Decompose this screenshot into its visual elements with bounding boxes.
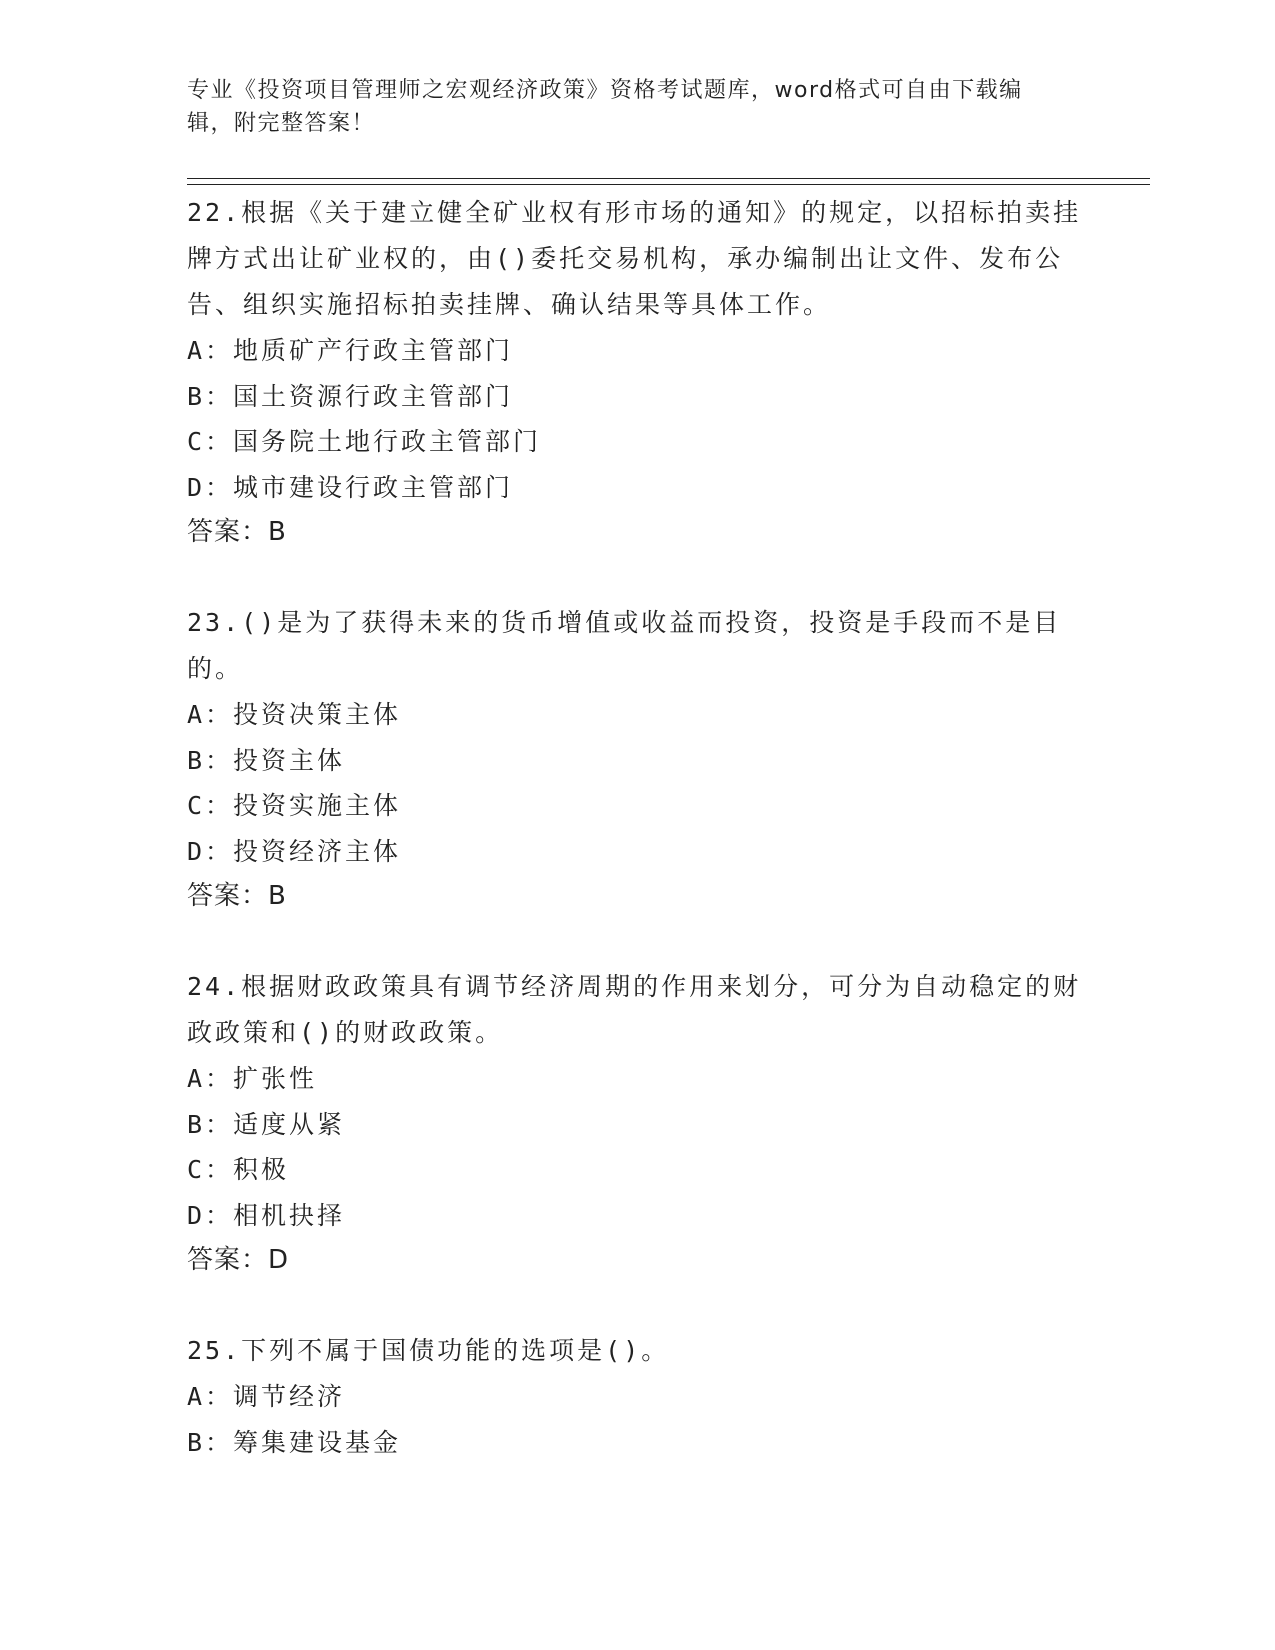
option-a: A：调节经济 — [187, 1382, 346, 1411]
answer: 答案：B — [187, 881, 287, 911]
option-c: C：投资实施主体 — [187, 791, 402, 820]
option-b: B：国土资源行政主管部门 — [187, 381, 514, 411]
answer: 答案：D — [187, 1245, 290, 1275]
option-a: A：地质矿产行政主管部门 — [187, 336, 514, 365]
option-b: B：筹集建设基金 — [187, 1427, 402, 1457]
option-d: D：城市建设行政主管部门 — [187, 472, 514, 502]
option-c: C：国务院土地行政主管部门 — [187, 427, 542, 456]
option-a: A：投资决策主体 — [187, 700, 402, 729]
option-d: D：投资经济主体 — [187, 836, 402, 866]
question-list — [187, 190, 1087, 1510]
question-stem: 22.根据《关于建立健全矿业权有形市场的通知》的规定，以招标拍卖挂牌方式出让矿业权的，由()委托交易机构，承办编制出让文件、发布公告、组织实施招标拍卖挂牌、确认结果等具体工作。 — [187, 198, 1082, 319]
option-c: C：积极 — [187, 1155, 290, 1184]
question-25 — [187, 1328, 1087, 1465]
option-d: D：相机抉择 — [187, 1200, 346, 1230]
question-stem: 25.下列不属于国债功能的选项是()。 — [187, 1336, 670, 1365]
question-stem: 24.根据财政政策具有调节经济周期的作用来划分，可分为自动稳定的财政政策和()的财政政策。 — [187, 972, 1082, 1047]
question-22 — [187, 190, 1087, 555]
option-b: B：投资主体 — [187, 745, 346, 775]
header-divider-top — [187, 178, 1150, 179]
header-divider-bottom — [187, 184, 1150, 185]
question-24 — [187, 964, 1087, 1283]
question-stem: 23.()是为了获得未来的货币增值或收益而投资，投资是手段而不是目的。 — [187, 608, 1062, 683]
document-header: 专业《投资项目管理师之宏观经济政策》资格考试题库，word格式可自由下载编辑，附完整答案！ — [187, 78, 1023, 136]
option-b: B：适度从紧 — [187, 1109, 346, 1139]
answer: 答案：B — [187, 517, 287, 547]
question-23 — [187, 600, 1087, 919]
option-a: A：扩张性 — [187, 1064, 318, 1093]
